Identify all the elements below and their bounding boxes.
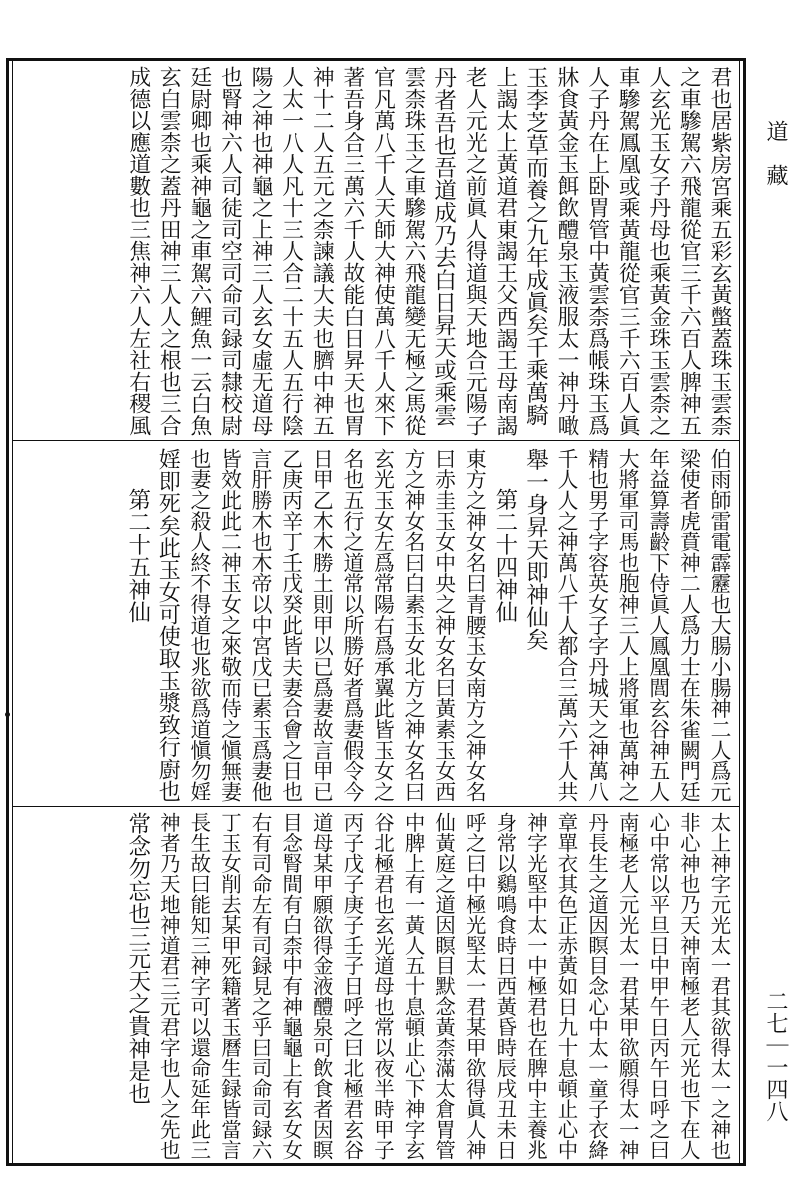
text-column: 第二十五神仙 bbox=[124, 488, 151, 623]
text-column: 呼之曰中極光堅太一君某甲欲得眞人神 bbox=[462, 812, 487, 1160]
text-column: 成德以應道數也三焦神六人左社右稷風 bbox=[125, 66, 151, 436]
text-section-middle bbox=[44, 448, 734, 804]
text-column: 舉一身昇天即神仙矣 bbox=[522, 448, 549, 651]
text-column: 第二十四神仙 bbox=[491, 488, 518, 623]
text-column: 皆效此此二神玉女之來敬而侍之愼無妻 bbox=[217, 448, 242, 802]
text-column: 丹長生之道因瞑目念心中太一童子衣絳 bbox=[584, 812, 609, 1160]
text-column: 玉李芝草而養之九年成眞矣千乘萬騎 bbox=[522, 66, 549, 426]
text-column: 人子丹在上卧胃管中黃雲柰爲帳珠玉爲 bbox=[584, 66, 610, 436]
text-column: 大將軍司馬也胞神三人上將軍也萬神之 bbox=[615, 448, 640, 802]
text-column: 上謁太上黃道君東謁王父西謁王母南謁 bbox=[492, 66, 518, 436]
text-column: 伯雨師雷電霹靂也大腸小腸神二人爲元 bbox=[707, 448, 731, 802]
text-column: 太上神字元光太一君其欲得太一之神也 bbox=[707, 812, 731, 1160]
text-column: 道母某甲願欲得金液醴泉可飲食者因瞑 bbox=[309, 812, 334, 1160]
text-column: 目念腎間有白柰中有神龜龜上有玄女女 bbox=[278, 812, 303, 1160]
text-column: 老人元光之前眞人得道與天地合元陽子 bbox=[462, 66, 488, 436]
text-column: 年益算壽齡下侍眞人鳳凰閭玄谷神五人 bbox=[645, 448, 670, 802]
text-column: 丙子戊子庚子壬子日呼之曰北極君玄谷 bbox=[339, 812, 364, 1160]
text-column: 中脾上有一黃人五十息頓止心下神字玄 bbox=[401, 812, 426, 1160]
text-column: 精也男子字容英女子字丹城天之神萬八 bbox=[584, 448, 609, 802]
text-section-top bbox=[44, 66, 734, 438]
text-column: 章單衣其色正赤黃如日九十息頓止心中 bbox=[554, 812, 579, 1160]
text-column: 之車驂駕六飛龍從官三千六百人脾神五 bbox=[676, 66, 702, 436]
text-column: 神字光堅中太一中極君也在脾中主養兆 bbox=[523, 812, 548, 1160]
text-column: 神十二人五元之柰諫議大夫也臍中神五 bbox=[309, 66, 335, 436]
text-column: 谷北極君也玄光道母也常以夜半時甲子 bbox=[370, 812, 395, 1160]
section-divider-2 bbox=[12, 806, 740, 807]
text-column: 雲柰珠玉之車驂駕六飛龍變无極之馬從 bbox=[401, 66, 427, 436]
text-column: 非心神也乃天神南極老人元光也下在人 bbox=[676, 812, 701, 1160]
collection-name: 道 藏 bbox=[763, 120, 788, 186]
text-column: 方之神女名曰白素玉女北方之神女名曰 bbox=[401, 448, 426, 802]
text-column: 日甲乙木木勝土則甲以已爲妻故言甲已 bbox=[309, 448, 334, 802]
text-column: 乙庚丙辛丁壬戊癸此皆夫妻合會之日也 bbox=[278, 448, 303, 802]
text-column: 玄白雲柰之蓋丹田神三人人之根也三合 bbox=[156, 66, 182, 436]
text-column: 人太一八人凡十三人合二十五人五行陰 bbox=[278, 66, 304, 436]
text-column: 名也五行之道常以所勝好者爲妻假令今 bbox=[339, 448, 364, 802]
text-column: 牀食黃金玉餌飲醴泉玉液服太一神丹噉 bbox=[554, 66, 580, 436]
text-column: 君也居紫房宮乘五彩玄黃蟞蓋珠玉雲柰 bbox=[707, 66, 732, 436]
text-column: 千人人之神萬八千人都合三萬六千人共 bbox=[554, 448, 579, 802]
text-column: 右有司命左有司録見之乎曰司命司録六 bbox=[248, 812, 273, 1160]
text-column: 曰赤圭玉女中央之神女名曰黃素玉女西 bbox=[431, 448, 456, 802]
section-divider-1 bbox=[12, 440, 740, 441]
text-column: 言肝勝木也木帝以中宮戊已素玉爲妻他 bbox=[248, 448, 273, 802]
text-column: 官凡萬八千人天師大神使萬八千人來下 bbox=[370, 66, 396, 436]
text-column: 身常以鷄鳴食時日西黃昏時辰戌丑未日 bbox=[492, 812, 517, 1160]
text-column: 車驂駕鳳凰或乘黃龍從官三千六百人眞 bbox=[615, 66, 641, 436]
text-column: 著吾身合三萬六千人故能白日昇天也胃 bbox=[339, 66, 365, 436]
text-column: 仙黃庭之道因瞑目默念黃柰滿太倉胃管 bbox=[431, 812, 456, 1160]
text-column: 婬即死矣此玉女可使取玉漿致行廚也 bbox=[155, 448, 182, 803]
text-column: 東方之神女名曰青腰玉女南方之神女名 bbox=[462, 448, 487, 802]
text-column: 也腎神六人司徒司空司命司録司隸校尉 bbox=[217, 66, 243, 436]
text-column: 人玄光玉女子丹母也乘黃金珠玉雲柰之 bbox=[645, 66, 671, 436]
text-column: 也妻之殺人終不得道也兆欲爲道愼勿婬 bbox=[186, 448, 211, 802]
text-column: 常念勿忘也三元天之貴神是也 bbox=[124, 812, 151, 1105]
text-column: 南極老人元光太一君某甲欲願得太一神 bbox=[615, 812, 640, 1160]
text-column: 心中常以平旦日中甲午日丙午日呼之曰 bbox=[645, 812, 670, 1160]
ink-dot bbox=[5, 712, 10, 717]
page-number: 二七｜一四八 bbox=[763, 990, 788, 1122]
text-column: 陽之神也神龜之上神三人玄女虛无道母 bbox=[248, 66, 274, 436]
text-column: 丹者吾也吾道成乃去白日昇天或乘雲 bbox=[430, 66, 457, 426]
text-column: 玄光玉女左爲常陽右爲承翼此皆玉女之 bbox=[370, 448, 395, 802]
text-column: 神者乃天地神道君三元君字也人之先也 bbox=[156, 812, 181, 1160]
text-column: 丁玉女削去某甲死籍著玉曆生録皆當言 bbox=[217, 812, 242, 1160]
text-section-bottom bbox=[44, 812, 734, 1162]
text-column: 長生故曰能知三神字可以還命延年此三 bbox=[186, 812, 211, 1160]
text-column: 廷尉卿也乘神龜之車駕六鯉魚一云白魚 bbox=[186, 66, 212, 436]
text-column: 梁使者虎賁神二人爲力士在朱雀闕門廷 bbox=[676, 448, 701, 802]
